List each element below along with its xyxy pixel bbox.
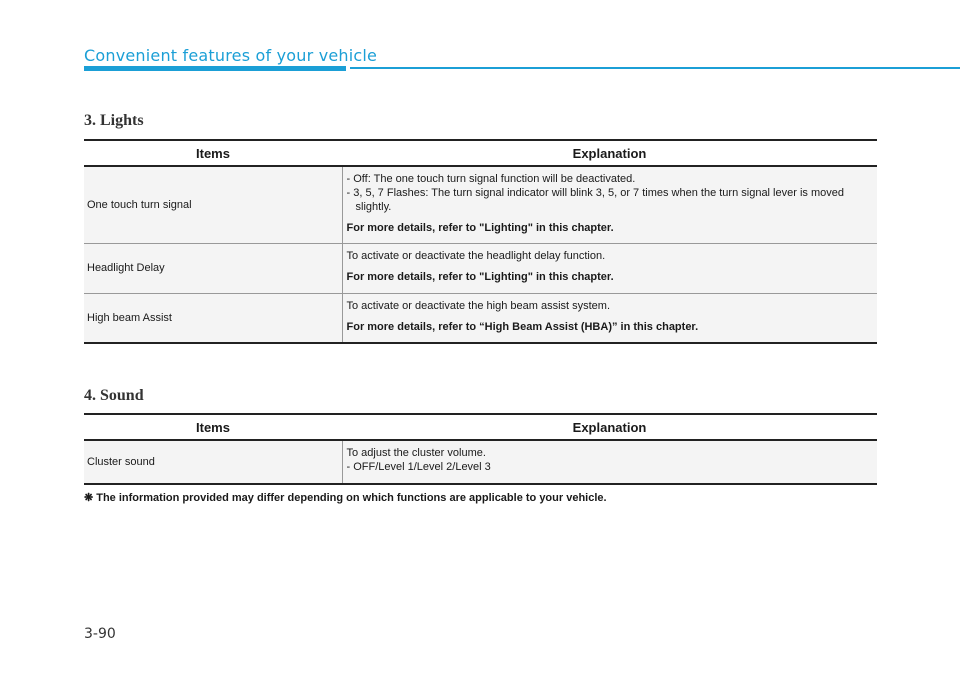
chapter-header <box>84 46 960 76</box>
section-title-lights: 3. Lights <box>84 112 144 129</box>
table-row <box>84 166 877 243</box>
reference-note: For more details, refer to "Lighting" in this chapter. <box>346 222 614 234</box>
item-headlight-delay: Headlight Delay <box>84 243 342 293</box>
table-header-row <box>84 140 877 166</box>
column-header-explanation: Explanation <box>342 414 877 440</box>
asterisk-icon: ❋ <box>84 492 94 504</box>
table-header-row <box>84 414 877 440</box>
explanation-line: - 3, 5, 7 Flashes: The turn signal indicator will blink 3, 5, or 7 times when the turn signal lever is moved slightly. <box>346 187 844 213</box>
chapter-title: Convenient features of your vehicle <box>84 46 378 65</box>
footnote <box>84 491 607 504</box>
explanation-cell <box>342 166 877 243</box>
reference-note: For more details, refer to “High Beam Assist (HBA)” in this chapter. <box>346 320 699 333</box>
item-high-beam-assist: High beam Assist <box>84 293 342 343</box>
lights-table <box>84 139 877 344</box>
column-header-items: Items <box>84 140 342 166</box>
reference-note: For more details, refer to "Lighting" in this chapter. <box>346 270 614 283</box>
explanation-line: - Off: The one touch turn signal function will be deactivated. <box>346 173 636 185</box>
table-row <box>84 243 877 293</box>
section-title-sound: 4. Sound <box>84 387 144 404</box>
explanation-line: To adjust the cluster volume. <box>346 447 486 459</box>
column-header-items: Items <box>84 414 342 440</box>
explanation-line: To activate or deactivate the high beam assist system. <box>346 299 611 312</box>
explanation-cell <box>342 243 877 293</box>
footnote-text: The information provided may differ depending on which functions are applicable to your vehicle. <box>96 492 607 504</box>
explanation-line: - OFF/Level 1/Level 2/Level 3 <box>346 461 491 473</box>
header-accent-bar <box>84 66 346 71</box>
column-header-explanation: Explanation <box>342 140 877 166</box>
item-cluster-sound: Cluster sound <box>84 440 342 484</box>
table-row <box>84 440 877 484</box>
explanation-cell <box>342 440 877 484</box>
header-rule <box>350 67 960 69</box>
explanation-cell <box>342 293 877 343</box>
explanation-line: To activate or deactivate the headlight delay function. <box>346 249 606 262</box>
item-one-touch-turn-signal: One touch turn signal <box>84 166 342 243</box>
page-number: 3-90 <box>84 626 116 642</box>
table-row <box>84 293 877 343</box>
sound-table <box>84 413 877 485</box>
